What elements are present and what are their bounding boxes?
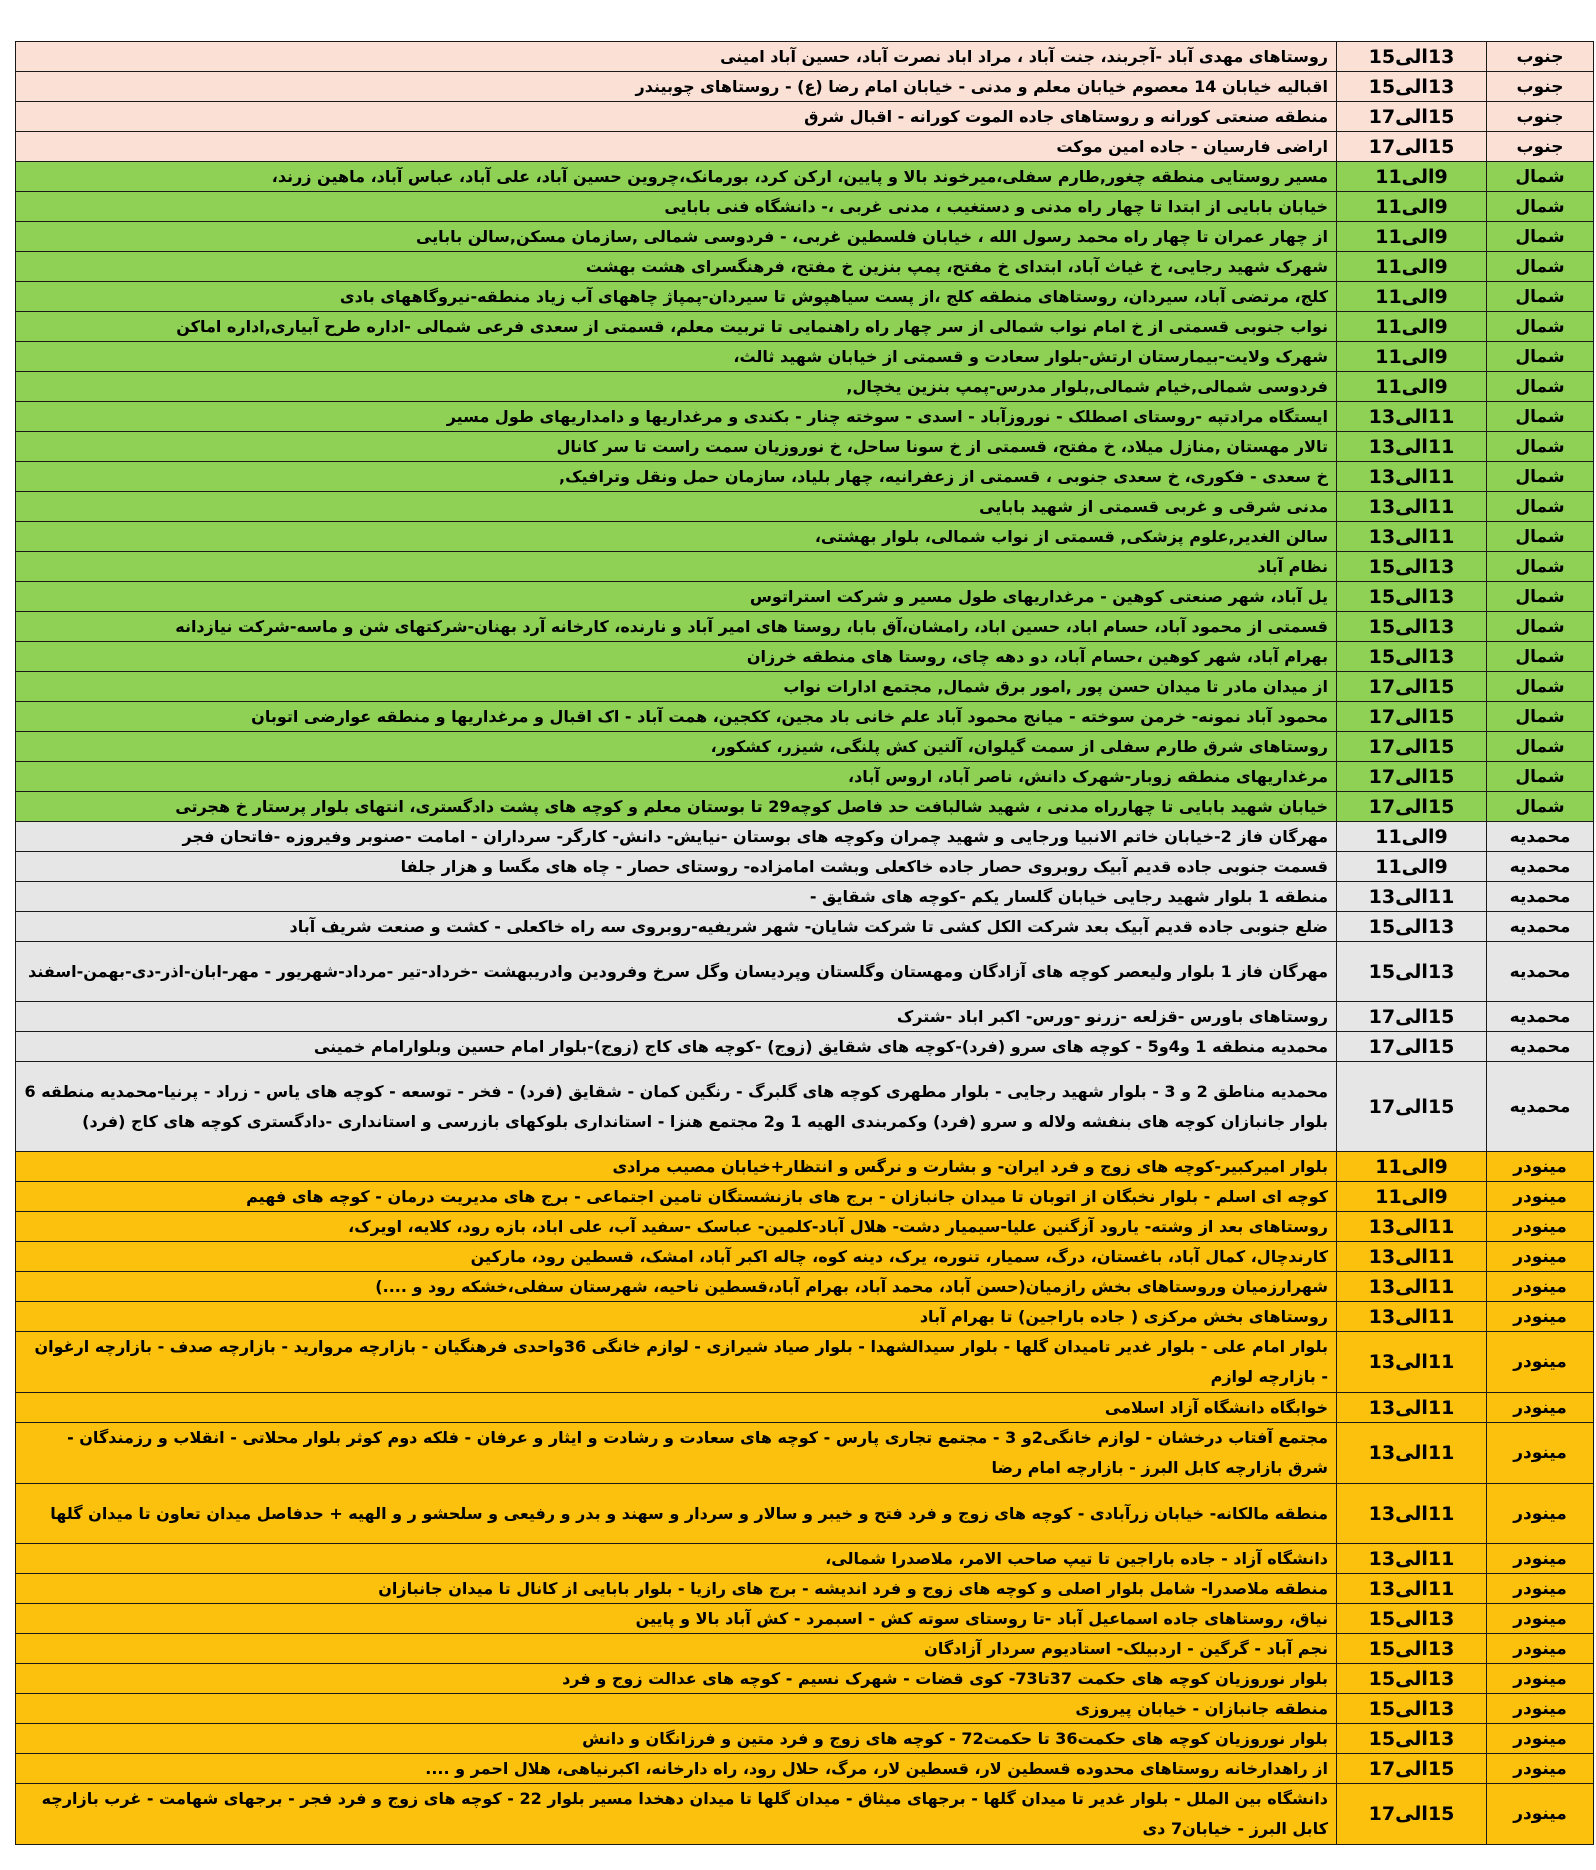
time-slot-cell: 13الی15 <box>1337 642 1487 672</box>
time-slot-cell: 11الی13 <box>1337 1484 1487 1544</box>
affected-areas-cell: ایستگاه مرادتپه -روستای اصطلک - نوروزآباد - اسدی - سوخته چنار - بکندی و مرغداریها و دامداریهای طول مسیر <box>16 402 1337 432</box>
region-cell: شمال <box>1487 642 1594 672</box>
region-cell: مینودر <box>1487 1423 1594 1484</box>
time-slot-cell: 11الی13 <box>1337 1272 1487 1302</box>
region-cell: مینودر <box>1487 1242 1594 1272</box>
time-slot-cell: 13الی15 <box>1337 942 1487 1002</box>
time-slot-cell: 13الی15 <box>1337 1724 1487 1754</box>
time-slot-cell: 15الی17 <box>1337 762 1487 792</box>
region-cell: جنوب <box>1487 72 1594 102</box>
table-row <box>16 612 1594 642</box>
time-slot-cell: 11الی13 <box>1337 1423 1487 1484</box>
table-row <box>16 1152 1594 1182</box>
region-cell: شمال <box>1487 282 1594 312</box>
table-row <box>16 1484 1594 1544</box>
affected-areas-cell: کوچه ای اسلم - بلوار نخبگان از اتوبان تا میدان جانبازان - برج های بازنشستگان تامین اجتماعی - برج های مدیریت درمان - کوچه های فهیم <box>16 1182 1337 1212</box>
affected-areas-cell: محمدیه مناطق 2 و 3 - بلوار شهید رجایی - بلوار مطهری کوچه های گلبرگ - رنگین کمان - شقایق (فرد) - فخر - توسعه - کوچه های یاس - زراد - پرنیا-محمدیه منطقه 6 بلوار جانبازان کوچه های بنفشه ولاله و سرو (فرد) وکمربندی الهیه 1 و2 مجتمع هنزا - استانداری بلوکهای بازرسی و استانداری -دادگستری کوچه های کاج (فرد) <box>16 1062 1337 1152</box>
region-cell: مینودر <box>1487 1484 1594 1544</box>
time-slot-cell: 13الی15 <box>1337 1694 1487 1724</box>
time-slot-cell: 9الی11 <box>1337 312 1487 342</box>
table-row <box>16 1694 1594 1724</box>
table-row <box>16 552 1594 582</box>
time-slot-cell: 15الی17 <box>1337 672 1487 702</box>
region-cell: شمال <box>1487 582 1594 612</box>
affected-areas-cell: نظام آباد <box>16 552 1337 582</box>
table-row <box>16 702 1594 732</box>
table-row <box>16 432 1594 462</box>
affected-areas-cell: مدنی شرقی و غربی قسمتی از شهید بابایی <box>16 492 1337 522</box>
time-slot-cell: 11الی13 <box>1337 1332 1487 1393</box>
time-slot-cell: 9الی11 <box>1337 822 1487 852</box>
affected-areas-cell: بهرام آباد، شهر کوهین ،حسام آباد، دو دهه چای، روستا های منطقه خرزان <box>16 642 1337 672</box>
time-slot-cell: 9الی11 <box>1337 852 1487 882</box>
time-slot-cell: 13الی15 <box>1337 552 1487 582</box>
time-slot-cell: 11الی13 <box>1337 402 1487 432</box>
region-cell: مینودر <box>1487 1152 1594 1182</box>
time-slot-cell: 13الی15 <box>1337 1664 1487 1694</box>
region-cell: محمدیه <box>1487 1002 1594 1032</box>
table-row <box>16 1724 1594 1754</box>
region-cell: مینودر <box>1487 1182 1594 1212</box>
time-slot-cell: 15الی17 <box>1337 1754 1487 1784</box>
time-slot-cell: 13الی15 <box>1337 72 1487 102</box>
time-slot-cell: 11الی13 <box>1337 1302 1487 1332</box>
time-slot-cell: 9الی11 <box>1337 222 1487 252</box>
region-cell: شمال <box>1487 792 1594 822</box>
table-row <box>16 192 1594 222</box>
region-cell: محمدیه <box>1487 912 1594 942</box>
time-slot-cell: 15الی17 <box>1337 1002 1487 1032</box>
table-row <box>16 1604 1594 1634</box>
table-row <box>16 672 1594 702</box>
affected-areas-cell: مهرگان فاز 2-خیابان خاتم الانبیا ورجایی و شهید چمران وکوچه های بوستان -نیایش- دانش- کارگر- سرداران - امامت -صنوبر وفیروزه -فاتحان فجر <box>16 822 1337 852</box>
region-cell: مینودر <box>1487 1302 1594 1332</box>
affected-areas-cell: مهرگان فاز 1 بلوار ولیعصر کوچه های آزادگان ومهستان وگلستان وپردیسان وگل سرخ وفرودین وادریبهشت -خرداد-تیر -مرداد-شهریور - مهر-ابان-اذر-دی-بهمن-اسفند <box>16 942 1337 1002</box>
affected-areas-cell: کارندچال، کمال آباد، باغستان، درگ، سمیار، تنوره، یرک، دینه کوه، چاله اکبر آباد، امشک، قسطین رود، مارکین <box>16 1242 1337 1272</box>
region-cell: مینودر <box>1487 1664 1594 1694</box>
table-row <box>16 1302 1594 1332</box>
region-cell: مینودر <box>1487 1724 1594 1754</box>
table-row <box>16 642 1594 672</box>
region-cell: مینودر <box>1487 1272 1594 1302</box>
table-row <box>16 462 1594 492</box>
time-slot-cell: 11الی13 <box>1337 492 1487 522</box>
affected-areas-cell: مسیر روستایی منطقه چغور,طارم سفلی،میرخوند بالا و پایین، ارکن کرد، بورمانک،چروین حسین آباد، علی آباد، عباس آباد، ماهین زرند، <box>16 162 1337 192</box>
table-row <box>16 1784 1594 1845</box>
affected-areas-cell: شهرک ولایت-بیمارستان ارتش-بلوار سعادت و قسمتی از خیابان شهید ثالث، <box>16 342 1337 372</box>
time-slot-cell: 15الی17 <box>1337 102 1487 132</box>
affected-areas-cell: روستاهای بعد از وشته- یارود آزگنین علیا-سیمیار دشت- هلال آباد-کلمین- عباسک -سفید آب، علی اباد، بازه رود، کلایه، اویرک، <box>16 1212 1337 1242</box>
region-cell: شمال <box>1487 162 1594 192</box>
time-slot-cell: 11الی13 <box>1337 462 1487 492</box>
affected-areas-cell: محمود آباد نمونه- خرمن سوخته - میانج محمود آباد علم خانی باد مجین، ککجین، همت آباد - اک اقبال و مرغداریها و منطقه عوارضی اتوبان <box>16 702 1337 732</box>
affected-areas-cell: مرغداریهای منطقه زوبار-شهرک دانش، ناصر آباد، اروس آباد، <box>16 762 1337 792</box>
affected-areas-cell: از راهدارخانه روستاهای محدوده قسطین لار، قسطین لار، مرگ، حلال رود، راه دارخانه، اکبرنیاهی، هلال احمر و .... <box>16 1754 1337 1784</box>
time-slot-cell: 15الی17 <box>1337 792 1487 822</box>
region-cell: مینودر <box>1487 1212 1594 1242</box>
region-cell: مینودر <box>1487 1604 1594 1634</box>
region-cell: شمال <box>1487 402 1594 432</box>
region-cell: محمدیه <box>1487 1032 1594 1062</box>
affected-areas-cell: روستاهای باورس -قزلعه -زرنو -ورس- اکبر اباد -شترک <box>16 1002 1337 1032</box>
affected-areas-cell: نیاق، روستاهای جاده اسماعیل آباد -تا روستای سوته کش - اسبمرد - کش آباد بالا و پایین <box>16 1604 1337 1634</box>
affected-areas-cell: قسمت جنوبی جاده قدیم آبیک روبروی حصار جاده خاکعلی وبشت امامزاده- روستای حصار - چاه های مگسا و هزار جلفا <box>16 852 1337 882</box>
table-row <box>16 102 1594 132</box>
blackout-schedule-table <box>15 41 1594 1845</box>
table-row <box>16 162 1594 192</box>
region-cell: شمال <box>1487 732 1594 762</box>
region-cell: شمال <box>1487 762 1594 792</box>
region-cell: مینودر <box>1487 1784 1594 1845</box>
table-row <box>16 1032 1594 1062</box>
affected-areas-cell: بلوار نوروزیان کوچه های حکمت 37تا73- کوی قضات - شهرک نسیم - کوچه های عدالت زوج و فرد <box>16 1664 1337 1694</box>
affected-areas-cell: محمدیه منطقه 1 و4و5 - کوچه های سرو (فرد)-کوچه های شقایق (زوج) -کوچه های کاج (زوج)-بلوار امام حسین وبلوارامام خمینی <box>16 1032 1337 1062</box>
affected-areas-cell: فردوسی شمالی,خیام شمالی,بلوار مدرس-پمپ بنزین یخچال, <box>16 372 1337 402</box>
affected-areas-cell: منطقه 1 بلوار شهید رجایی خیابان گلسار یکم -کوچه های شقایق - <box>16 882 1337 912</box>
time-slot-cell: 9الی11 <box>1337 252 1487 282</box>
time-slot-cell: 15الی17 <box>1337 1032 1487 1062</box>
table-row <box>16 822 1594 852</box>
time-slot-cell: 13الی15 <box>1337 582 1487 612</box>
time-slot-cell: 9الی11 <box>1337 1182 1487 1212</box>
affected-areas-cell: شهرارزمیان وروستاهای بخش رازمیان(حسن آباد، محمد آباد، بهرام آباد،قسطین ناحیه، شهرستان سفلی،خشکه رود و ....) <box>16 1272 1337 1302</box>
table-row <box>16 882 1594 912</box>
time-slot-cell: 11الی13 <box>1337 522 1487 552</box>
table-row <box>16 1332 1594 1393</box>
table-row <box>16 1544 1594 1574</box>
region-cell: شمال <box>1487 522 1594 552</box>
region-cell: محمدیه <box>1487 822 1594 852</box>
time-slot-cell: 11الی13 <box>1337 882 1487 912</box>
table-row <box>16 792 1594 822</box>
table-row <box>16 1212 1594 1242</box>
region-cell: شمال <box>1487 702 1594 732</box>
affected-areas-cell: بلوار امیرکبیر-کوچه های زوج و فرد ایران- و بشارت و نرگس و انتظار+خیابان مصیب مرادی <box>16 1152 1337 1182</box>
table-row <box>16 282 1594 312</box>
table-row <box>16 1272 1594 1302</box>
affected-areas-cell: خیابان شهید بابایی تا چهارراه مدنی ، شهید شالبافت حد فاصل کوچه29 تا بوستان معلم و کوچه های پشت دادگستری، انتهای بلوار پرستار خ هجرتی <box>16 792 1337 822</box>
table-row <box>16 942 1594 1002</box>
affected-areas-cell: بلوار نوروزیان کوچه های حکمت36 تا حکمت72 - کوچه های زوج و فرد متین و فرزانگان و دانش <box>16 1724 1337 1754</box>
region-cell: شمال <box>1487 252 1594 282</box>
region-cell: شمال <box>1487 462 1594 492</box>
time-slot-cell: 11الی13 <box>1337 432 1487 462</box>
affected-areas-cell: منطقه جانبازان - خیابان پیروزی <box>16 1694 1337 1724</box>
region-cell: مینودر <box>1487 1694 1594 1724</box>
table-row <box>16 1393 1594 1423</box>
affected-areas-cell: ضلع جنوبی جاده قدیم آبیک بعد شرکت الکل کشی تا شرکت شایان- شهر شریفیه-روبروی سه راه خاکعلی - کشت و صنعت شریف آباد <box>16 912 1337 942</box>
affected-areas-cell: منطقه صنعتی کورانه و روستاهای جاده الموت کورانه - اقبال شرق <box>16 102 1337 132</box>
affected-areas-cell: یل آباد، شهر صنعتی کوهین - مرغداریهای طول مسیر و شرکت استراتوس <box>16 582 1337 612</box>
table-row <box>16 42 1594 72</box>
time-slot-cell: 11الی13 <box>1337 1544 1487 1574</box>
region-cell: شمال <box>1487 612 1594 642</box>
affected-areas-cell: اراضی فارسیان - جاده امین موکت <box>16 132 1337 162</box>
table-row <box>16 1242 1594 1272</box>
affected-areas-cell: قسمتی از محمود آباد، حسام اباد، حسین اباد، رامشان،آق بابا، روستا های امیر آباد و نارنده، کارخانه آرد بهنان-شرکتهای شن و ماسه-شرکت نیازدانه <box>16 612 1337 642</box>
table-row <box>16 582 1594 612</box>
table-row <box>16 222 1594 252</box>
table-row <box>16 1634 1594 1664</box>
affected-areas-cell: روستاهای شرق طارم سفلی از سمت گیلوان، آلتین کش پلنگی، شیزر، کشکور، <box>16 732 1337 762</box>
time-slot-cell: 9الی11 <box>1337 342 1487 372</box>
table-row <box>16 132 1594 162</box>
table-row <box>16 1754 1594 1784</box>
region-cell: مینودر <box>1487 1634 1594 1664</box>
time-slot-cell: 11الی13 <box>1337 1574 1487 1604</box>
region-cell: مینودر <box>1487 1544 1594 1574</box>
affected-areas-cell: از چهار عمران تا چهار راه محمد رسول الله ، خیابان فلسطین غربی، - فردوسی شمالی ,سازمان مسکن,سالن بابایی <box>16 222 1337 252</box>
region-cell: جنوب <box>1487 42 1594 72</box>
region-cell: شمال <box>1487 552 1594 582</box>
time-slot-cell: 11الی13 <box>1337 1212 1487 1242</box>
affected-areas-cell: خوابگاه دانشگاه آزاد اسلامی <box>16 1393 1337 1423</box>
affected-areas-cell: خیابان بابایی از ابتدا تا چهار راه مدنی و دستغیب ، مدنی غربی ،- دانشگاه فنی بابایی <box>16 192 1337 222</box>
region-cell: شمال <box>1487 222 1594 252</box>
region-cell: مینودر <box>1487 1332 1594 1393</box>
time-slot-cell: 13الی15 <box>1337 1634 1487 1664</box>
table-row <box>16 372 1594 402</box>
time-slot-cell: 13الی15 <box>1337 912 1487 942</box>
affected-areas-cell: دانشگاه بین الملل - بلوار غدیر تا میدان گلها - برجهای میثاق - میدان گلها تا میدان دهخدا مسیر بلوار 22 - کوچه های زوج و فرد فجر - برجهای شهامت - غرب بازارچه کابل البرز - خیابان7 دی <box>16 1784 1337 1845</box>
table-row <box>16 402 1594 432</box>
affected-areas-cell: خ سعدی - فکوری، خ سعدی جنوبی ، قسمتی از زعفرانیه، چهار بلیاد، سازمان حمل ونقل وترافیک, <box>16 462 1337 492</box>
time-slot-cell: 13الی15 <box>1337 42 1487 72</box>
time-slot-cell: 15الی17 <box>1337 702 1487 732</box>
table-row <box>16 1182 1594 1212</box>
table-row <box>16 72 1594 102</box>
time-slot-cell: 11الی13 <box>1337 1242 1487 1272</box>
affected-areas-cell: منطقه مالکانه- خیابان زرآبادی - کوچه های زوج و فرد فتح و خیبر و سالار و سردار و سهند و بدر و رفیعی و سلحشو ر و الهیه + حدفاصل میدان تعاون تا میدان گلها <box>16 1484 1337 1544</box>
region-cell: شمال <box>1487 492 1594 522</box>
table-row <box>16 492 1594 522</box>
region-cell: محمدیه <box>1487 852 1594 882</box>
affected-areas-cell: بلوار امام علی - بلوار غدیر تامیدان گلها - بلوار سیدالشهدا - بلوار صیاد شیرازی - لوازم خانگی 36واحدی فرهنگیان - بازارچه مرواريد - بازارچه صدف - بازارچه ارغوان - بازارچه لوازم <box>16 1332 1337 1393</box>
time-slot-cell: 9الی11 <box>1337 372 1487 402</box>
table-row <box>16 1423 1594 1484</box>
schedule-body <box>16 42 1594 1845</box>
affected-areas-cell: روستاهای بخش مرکزی ( جاده باراجین) تا بهرام آباد <box>16 1302 1337 1332</box>
region-cell: مینودر <box>1487 1574 1594 1604</box>
time-slot-cell: 15الی17 <box>1337 1062 1487 1152</box>
region-cell: محمدیه <box>1487 942 1594 1002</box>
region-cell: جنوب <box>1487 102 1594 132</box>
affected-areas-cell: شهرک شهید رجایی، خ غیاث آباد، ابتدای خ مفتح، پمپ بنزین خ مفتح، فرهنگسرای هشت بهشت <box>16 252 1337 282</box>
time-slot-cell: 15الی17 <box>1337 732 1487 762</box>
time-slot-cell: 15الی17 <box>1337 132 1487 162</box>
time-slot-cell: 9الی11 <box>1337 282 1487 312</box>
time-slot-cell: 9الی11 <box>1337 162 1487 192</box>
table-row <box>16 912 1594 942</box>
region-cell: محمدیه <box>1487 1062 1594 1152</box>
table-row <box>16 342 1594 372</box>
region-cell: مینودر <box>1487 1393 1594 1423</box>
affected-areas-cell: نجم آباد - گرگین - اردبیلک- استادیوم سردار آزادگان <box>16 1634 1337 1664</box>
table-row <box>16 732 1594 762</box>
table-row <box>16 762 1594 792</box>
affected-areas-cell: منطقه ملاصدرا- شامل بلوار اصلی و کوچه های زوج و فرد اندیشه - برج های رازیا - بلوار بابایی از کانال تا میدان جانبازان <box>16 1574 1337 1604</box>
region-cell: شمال <box>1487 342 1594 372</box>
time-slot-cell: 13الی15 <box>1337 1604 1487 1634</box>
affected-areas-cell: از میدان مادر تا میدان حسن پور ,امور برق شمال, مجتمع ادارات نواب <box>16 672 1337 702</box>
table-row <box>16 1062 1594 1152</box>
region-cell: مینودر <box>1487 1754 1594 1784</box>
affected-areas-cell: دانشگاه آزاد - جاده باراجین تا تیپ صاحب الامر، ملاصدرا شمالی، <box>16 1544 1337 1574</box>
region-cell: جنوب <box>1487 132 1594 162</box>
affected-areas-cell: اقبالیه خیابان 14 معصوم خیابان معلم و مدنی - خیابان امام رضا (ع) - روستاهای چوبیندر <box>16 72 1337 102</box>
affected-areas-cell: روستاهای مهدی آباد -آجربند، جنت آباد ، مراد اباد نصرت آباد، حسین آباد امینی <box>16 42 1337 72</box>
affected-areas-cell: نواب جنوبی قسمتی از خ امام نواب شمالی از سر چهار راه راهنمایی تا تربیت معلم، قسمتی از سعدی فرعی شمالی -اداره طرح آبیاری,اداره اماکن <box>16 312 1337 342</box>
table-row <box>16 522 1594 552</box>
affected-areas-cell: تالار مهستان ,منازل میلاد، خ مفتح، قسمتی از خ سونا ساحل، خ نوروزیان سمت راست تا سر کانال <box>16 432 1337 462</box>
time-slot-cell: 9الی11 <box>1337 1152 1487 1182</box>
table-row <box>16 852 1594 882</box>
affected-areas-cell: مجتمع آفتاب درخشان - لوازم خانگی2و 3 - مجتمع تجاری پارس - کوچه های سعادت و رشادت و ایثار و عرفان - فلکه دوم کوثر بلوار محلاتی - انقلاب و رزمندگان - شرق بازارچه کابل البرز - بازارچه امام رضا <box>16 1423 1337 1484</box>
affected-areas-cell: کلج، مرتضی آباد، سیردان، روستاهای منطقه کلج ،از پست سیاهپوش تا سیردان-پمپاژ چاههای آب زیاد منطقه-نیروگاههای بادی <box>16 282 1337 312</box>
region-cell: محمدیه <box>1487 882 1594 912</box>
table-row <box>16 312 1594 342</box>
time-slot-cell: 9الی11 <box>1337 192 1487 222</box>
region-cell: شمال <box>1487 432 1594 462</box>
table-row <box>16 1002 1594 1032</box>
affected-areas-cell: سالن الغدیر,علوم پزشکی, قسمتی از نواب شمالی، بلوار بهشتی، <box>16 522 1337 552</box>
region-cell: شمال <box>1487 672 1594 702</box>
region-cell: شمال <box>1487 372 1594 402</box>
region-cell: شمال <box>1487 312 1594 342</box>
region-cell: شمال <box>1487 192 1594 222</box>
table-row <box>16 1664 1594 1694</box>
table-row <box>16 1574 1594 1604</box>
table-row <box>16 252 1594 282</box>
time-slot-cell: 11الی13 <box>1337 1393 1487 1423</box>
time-slot-cell: 15الی17 <box>1337 1784 1487 1845</box>
time-slot-cell: 13الی15 <box>1337 612 1487 642</box>
